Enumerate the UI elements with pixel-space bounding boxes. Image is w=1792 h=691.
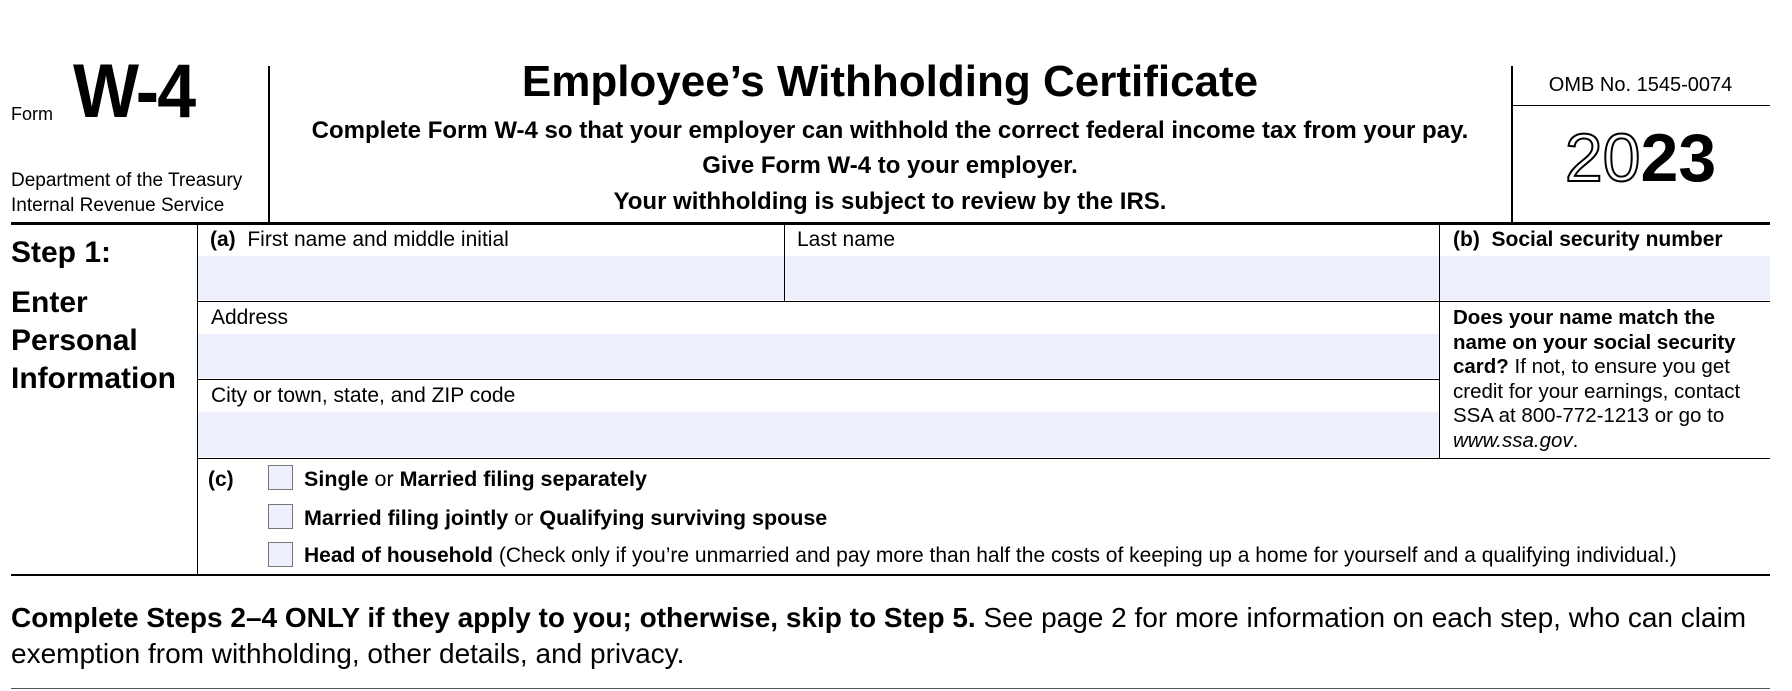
row-2-rule	[198, 379, 1439, 380]
ssa-website-link[interactable]: www.ssa.gov	[1453, 428, 1573, 452]
omb-divider	[1512, 105, 1770, 106]
status-option-primary: Single	[304, 467, 369, 491]
step-1-title	[11, 284, 176, 398]
part-a-marker: (a)	[210, 228, 236, 251]
city-label: City or town, state, and ZIP code	[211, 384, 516, 407]
status-option-primary: Married filing jointly	[304, 506, 509, 530]
address-label: Address	[211, 306, 289, 329]
filing-status-married-jointly-checkbox[interactable]	[268, 504, 293, 529]
city-field[interactable]	[198, 412, 1439, 457]
status-option-secondary: Qualifying surviving spouse	[539, 506, 828, 530]
filing-status-head-of-household-checkbox[interactable]	[268, 542, 293, 567]
department-line: Department of the Treasury	[11, 170, 243, 191]
filing-status-head-of-household-label	[304, 544, 1677, 568]
filing-status-single-label	[304, 467, 647, 492]
step-1-label: Step 1:	[11, 236, 112, 269]
form-number: W-4	[73, 49, 195, 134]
status-option-primary: Head of household	[304, 544, 493, 567]
subtitle-line-2: Give Form W-4 to your employer.	[702, 152, 1078, 179]
footer-rule	[11, 688, 1770, 689]
step-1-title-line: Personal	[11, 324, 138, 357]
first-name-field[interactable]	[198, 256, 784, 300]
tax-year	[1512, 120, 1769, 196]
steps-2-4-instruction	[11, 600, 1781, 672]
instruction-bold: Complete Steps 2–4 ONLY if they apply to you; otherwise, skip to Step 5.	[11, 602, 976, 633]
status-option-secondary: Married filing separately	[399, 467, 647, 491]
row-3-rule	[198, 458, 1770, 459]
ssn-label-text: Social security number	[1491, 228, 1723, 251]
ssa-note	[1453, 306, 1771, 453]
last-name-label: Last name	[797, 228, 896, 251]
header-bottom-rule	[11, 222, 1770, 225]
last-name-field[interactable]	[785, 256, 1439, 300]
status-option-or: or	[368, 467, 400, 491]
ssa-end: .	[1572, 428, 1579, 452]
part-b-marker: (b)	[1453, 228, 1480, 251]
first-name-label-text: First name and middle initial	[247, 228, 509, 251]
part-c-marker: (c)	[208, 468, 234, 491]
step-1-title-line: Enter	[11, 286, 88, 319]
city-input[interactable]	[198, 412, 1439, 457]
subtitle-line-3: Your withholding is subject to review by the IRS.	[613, 188, 1167, 215]
last-name-input[interactable]	[785, 256, 1439, 300]
filing-status-married-jointly-label	[304, 506, 827, 531]
agency-line: Internal Revenue Service	[11, 195, 225, 216]
instruction-text: See page 2 for more information on each step, who can claim exemption from withholding, other details, and privacy.	[11, 602, 1747, 669]
ssn-input[interactable]	[1440, 256, 1770, 300]
year-prefix: 20	[1564, 120, 1641, 196]
first-name-label	[210, 228, 509, 252]
status-option-note: (Check only if you’re unmarried and pay more than half the costs of keeping up a home for yourself and a qualifying individual.)	[493, 544, 1677, 567]
form-word: Form	[11, 104, 53, 124]
department-block	[11, 168, 242, 218]
row-1-rule	[198, 301, 1770, 302]
year-suffix: 23	[1640, 120, 1717, 196]
first-name-input[interactable]	[198, 256, 784, 300]
status-option-or: or	[508, 506, 540, 530]
omb-number: OMB No. 1545-0074	[1548, 74, 1733, 96]
filing-status-single-checkbox[interactable]	[268, 465, 293, 490]
ssn-label	[1453, 228, 1723, 252]
ssa-question: Does your name match the name on your social security card?	[1453, 306, 1736, 378]
address-field[interactable]	[198, 334, 1439, 378]
ssn-field[interactable]	[1440, 256, 1770, 300]
address-input[interactable]	[198, 334, 1439, 378]
step-1-bottom-rule	[11, 574, 1770, 576]
step-1-title-line: Information	[11, 362, 176, 395]
subtitle-line-1: Complete Form W-4 so that your employer can withhold the correct federal income tax from your pay.	[311, 117, 1469, 144]
ssa-text: If not, to ensure you get credit for your earnings, contact SSA at 800-772-1213 or go to	[1453, 355, 1741, 427]
form-title: Employee’s Withholding Certificate	[521, 57, 1259, 106]
